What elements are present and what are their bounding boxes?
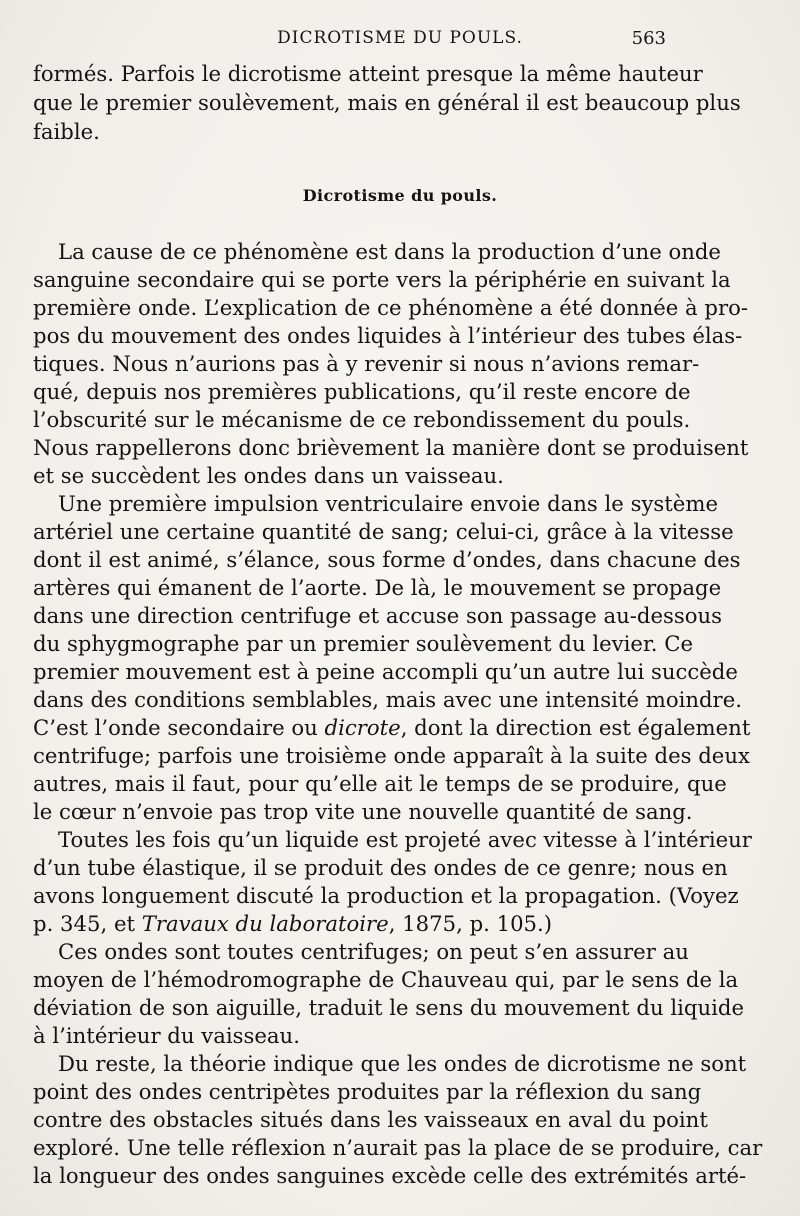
text-line: contre des obstacles situés dans les vaisseaux en aval du point (33, 1107, 708, 1132)
text-line: que le premier soulèvement, mais en général il est beaucoup plus (33, 90, 741, 115)
text-line: formés. Parfois le dicrotisme atteint presque la même hauteur (33, 61, 703, 86)
text-line: et se succèdent les ondes dans un vaisseau. (33, 463, 504, 488)
page-number: 563 (631, 28, 666, 49)
text-line: premier mouvement est à peine accompli qu’un autre lui succède (33, 659, 738, 684)
text-line: tiques. Nous n’aurions pas à y revenir si nous n’avions remar- (33, 351, 700, 376)
text-line: artériel une certaine quantité de sang; celui-ci, grâce à la vitesse (33, 519, 734, 544)
text-line: point des ondes centripètes produites par la réflexion du sang (33, 1079, 702, 1104)
text-line: p. 345, et Travaux du laboratoire, 1875, p. 105.) (33, 911, 553, 936)
text-line: La cause de ce phénomène est dans la production d’une onde (58, 239, 721, 264)
text-line: à l’intérieur du vaisseau. (33, 1023, 300, 1048)
text-line: Ces ondes sont toutes centrifuges; on peut s’en assurer au (58, 939, 689, 964)
text-line: dans une direction centrifuge et accuse son passage au-dessous (33, 603, 723, 628)
running-title: DICROTISME DU POULS. (277, 28, 523, 48)
text-line: pos du mouvement des ondes liquides à l’intérieur des tubes élas- (33, 323, 743, 348)
text-line: le cœur n’envoie pas trop vite une nouvelle quantité de sang. (33, 799, 693, 824)
text-line: dans des conditions semblables, mais avec une intensité moindre. (33, 687, 742, 712)
text-line: centrifuge; parfois une troisième onde apparaît à la suite des deux (33, 743, 750, 768)
page-header (0, 28, 800, 54)
text-line: l’obscurité sur le mécanisme de ce rebondissement du pouls. (33, 407, 691, 432)
text-line: Une première impulsion ventriculaire envoie dans le système (58, 491, 718, 516)
text-line: avons longuement discuté la production et la propagation. (Voyez (33, 883, 739, 908)
text-line: moyen de l’hémodromographe de Chauveau qui, par le sens de la (33, 967, 739, 992)
text-line: C’est l’onde secondaire ou dicrote, dont la direction est également (33, 715, 751, 740)
text-line: première onde. L’explication de ce phénomène a été donnée à pro- (33, 295, 749, 320)
text-line: dont il est animé, s’élance, sous forme d’ondes, dans chacune des (33, 547, 741, 572)
text-line: déviation de son aiguille, traduit le sens du mouvement du liquide (33, 995, 744, 1020)
text-line: Du reste, la théorie indique que les ondes de dicrotisme ne sont (58, 1051, 747, 1076)
text-line: autres, mais il faut, pour qu’elle ait le temps de se produire, que (33, 771, 727, 796)
text-line: artères qui émanent de l’aorte. De là, le mouvement se propage (33, 575, 722, 600)
text-line: exploré. Une telle réflexion n’aurait pas la place de se produire, car (33, 1135, 763, 1160)
text-line: Toutes les fois qu’un liquide est projeté avec vitesse à l’intérieur (58, 827, 752, 852)
text-line: d’un tube élastique, il se produit des ondes de ce genre; nous en (33, 855, 728, 880)
text-line: Nous rappellerons donc brièvement la manière dont se produisent (33, 435, 749, 460)
text-line: sanguine secondaire qui se porte vers la périphérie en suivant la (33, 267, 731, 292)
section-title: Dicrotisme du pouls. (302, 186, 498, 205)
text-line: qué, depuis nos premières publications, qu’il reste encore de (33, 379, 691, 404)
text-line: faible. (33, 119, 100, 144)
text-line: du sphygmographe par un premier soulèvement du levier. Ce (33, 631, 693, 656)
text-line: la longueur des ondes sanguines excède celle des extrémités arté- (33, 1163, 747, 1188)
